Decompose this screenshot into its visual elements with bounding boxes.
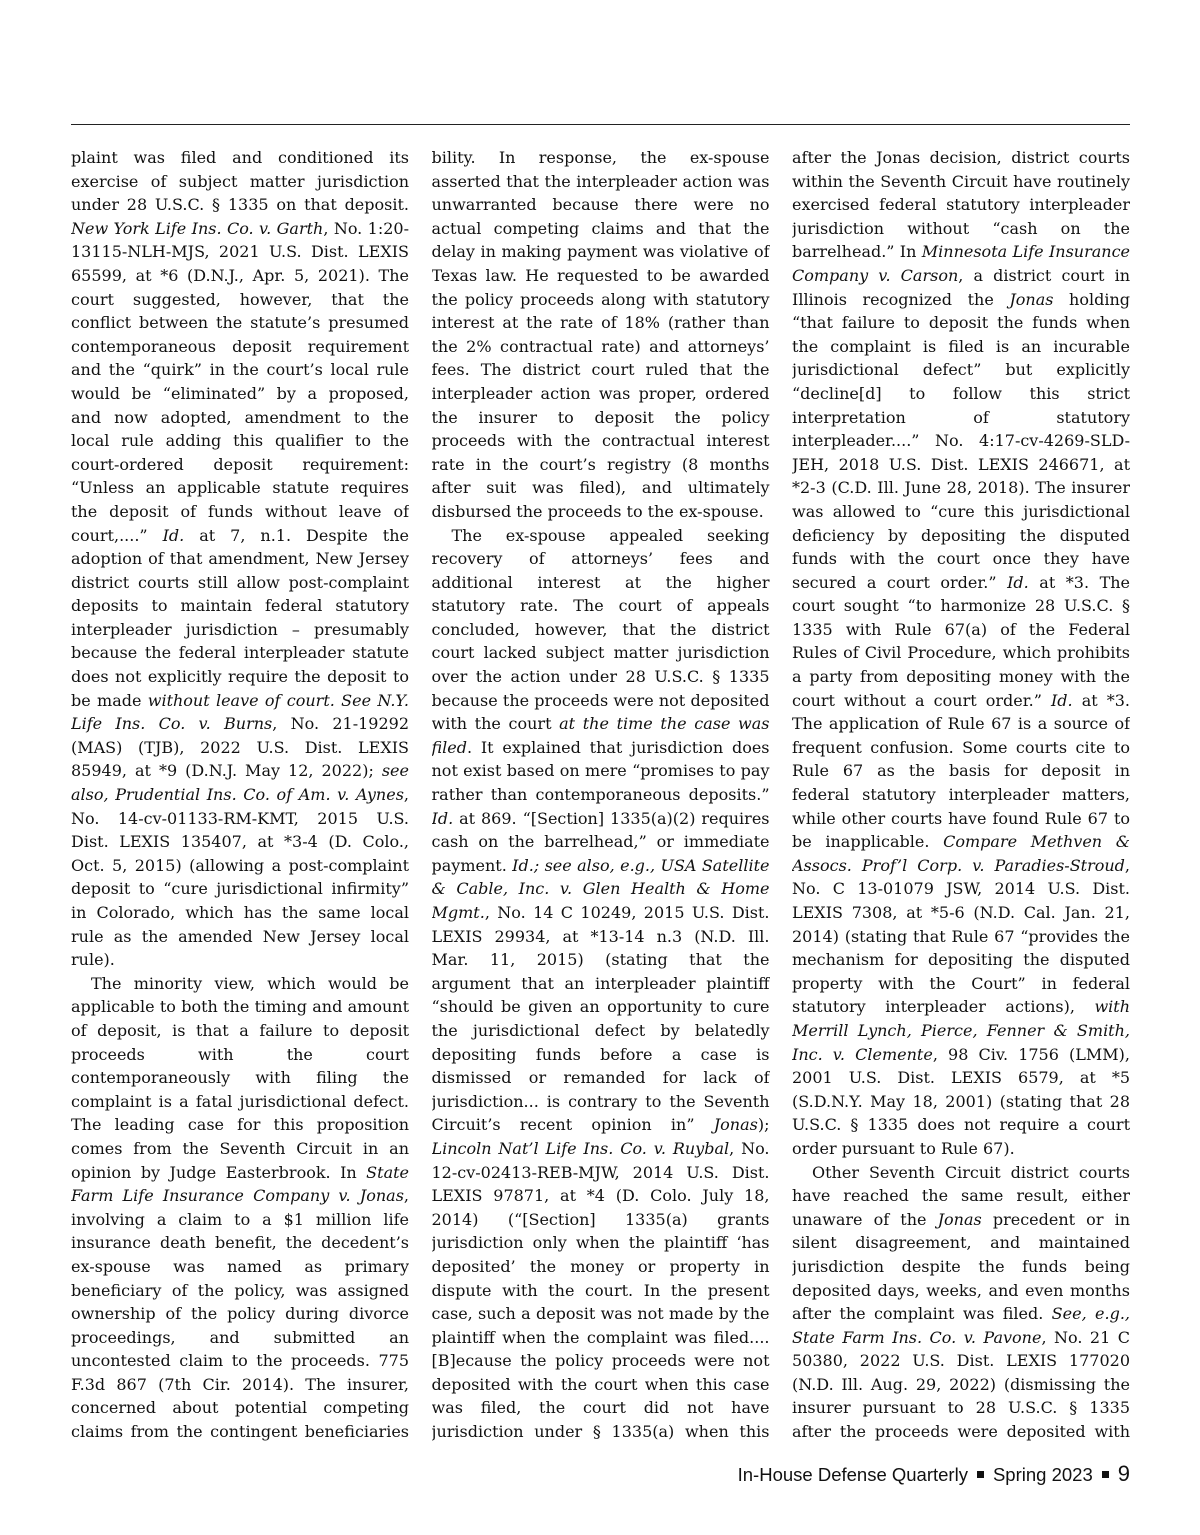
text-run: , No. 14-cv-01133-RM-KMT, 2015 U.S. Dist. LEXIS 135407, at *3-4 (D. Colo., Oct. 5, 2015) (allowing a post-complaint deposit to “cure jurisdictional infirmity” in Colorado, which has the same local rule as the amended New Jersey local rule). [71,785,409,970]
footer-separator-icon [977,1471,984,1478]
italic-run: Id. [162,525,185,545]
text-run: ); [757,1115,770,1135]
text-run: , No. 14 C 10249, 2015 U.S. Dist. LEXIS 29934, at *13-14 n.3 (N.D. Ill. Mar. 11, 2015) (stating that the argument that an interpleader plaintiff “should be given an opportunity to cure the jurisdictional defect by belatedly depositing funds before a case is dismissed or remanded for lack of jurisdiction... is contrary to the Seventh Circuit’s recent opinion in” [431,903,770,1135]
paragraph [71,146,409,972]
italic-run: with Merrill Lynch, Pierce, Fenner & Smith, Inc. v. Clemente [792,997,1130,1064]
column-middle [432,146,770,1446]
italic-run: State Farm Life Insurance Company v. Jonas [71,1162,409,1206]
italic-run: Jonas [1009,289,1054,309]
italic-run: Minnesota Life Insurance Company v. Carson [792,242,1130,285]
text-run: , involving a claim to a $1 million life insurance death benefit, the decedent’s ex-spouse was named as primary beneficiary of the policy, was assigned ownership of the policy during divorce proceedings, and submitted an uncontested claim to the proceeds. 775 F.3d 867 (7th Cir. 2014). The insurer, concerned about potential competing claims from the contingent beneficiaries [71,1186,409,1442]
column-right [792,146,1130,1446]
paragraph [71,972,409,1446]
footer-publication: In-House Defense Quarterly [737,1464,968,1485]
text-run: after the Jonas decision, district courts within the Seventh Circuit have routinely exercised federal statutory interpleader jurisdiction without “cash on the barrelhead.” In [792,148,1130,262]
text-run: plaint was filed and conditioned its exercise of subject matter jurisdiction under 28 U.S.C. § 1335 on that deposit. [71,148,409,215]
italic-run: Lincoln Nat’l Life Ins. Co. v. Ruybal [431,1138,730,1158]
text-run: . It explained that jurisdiction does not exist based on mere “promises to pay rather than contemporaneous deposits.” [431,737,770,805]
text-run: at 869. “[Section] 1335(a)(2) requires cash on the barrelhead,” or immediate payment. [431,808,770,875]
italic-run: See, e.g., State Farm Ins. Co. v. Pavone [792,1304,1130,1347]
page-footer [738,1461,1130,1487]
page-number: 9 [1117,1461,1130,1486]
text-run: , 98 Civ. 1756 (LMM), 2001 U.S. Dist. LEXIS 6579, at *5 (S.D.N.Y. May 18, 2001) (stating that 28 U.S.C. § 1335 does not require a court order pursuant to Rule 67). [792,1044,1130,1158]
text-run: at 7, n.1. Despite the adoption of that amendment, New Jersey district courts still allow post-complaint deposits to maintain federal statutory interpleader jurisdiction – presumably because the federal interpleader statute does not explicitly require the deposit to be made [71,525,409,710]
text-run: , No. 21-19292 (MAS) (TJB), 2022 U.S. Dist. LEXIS 85949, at *9 (D.N.J. May 12, 2022); [71,714,409,781]
italic-run: Compare Methven & Assocs. Prof’l Corp. v. Paradies-Stroud [792,832,1130,875]
paragraph [432,524,770,1447]
italic-run: at the time the case was filed [431,714,770,757]
italic-run: Id. [1007,572,1029,592]
paragraph [432,146,770,524]
italic-run: see also, Prudential Ins. Co. of Am. v. Aynes [71,761,409,805]
text-run: , No. C 13-01079 JSW, 2014 U.S. Dist. LEXIS 7308, at *5-6 (N.D. Cal. Jan. 21, 2014) (stating that Rule 67 “provides the mechanism for depositing the disputed property with the Court” in federal statutory interpleader actions), [792,855,1130,1017]
text-run: The ex-spouse appealed seeking recovery of attorneys’ fees and additional interest at the higher statutory rate. The court of appeals concluded, however, that the district court lacked subject matter jurisdiction over the action under 28 U.S.C. § 1335 because the proceeds were not deposited with the court [431,525,770,734]
paragraph [792,146,1130,1161]
text-run: , No. 1:20-13115-NLH-MJS, 2021 U.S. Dist. LEXIS 65599, at *6 (D.N.J., Apr. 5, 2021). The court suggested, however, that the conflict between the statute’s presumed contemporaneous deposit requirement and the “quirk” in the court’s local rule would be “eliminated” by a proposed, and now adopted, amendment to the local rule adding this qualifier to the court-ordered deposit requirement: “Unless an applicable statute requires the deposit of funds without leave of court,....” [71,218,409,545]
italic-run: Jonas [937,1209,982,1229]
column-left [71,146,409,1446]
footer-issue: Spring 2023 [992,1464,1093,1485]
text-run: at *3. The application of Rule 67 is a source of frequent confusion. Some courts cite to Rule 67 as the basis for deposit in federal statutory interpleader matters, while other courts have found Rule 67 to be inapplicable. [792,690,1130,852]
text-run: holding “that failure to deposit the funds when the complaint is filed is an incurable jurisdictional defect” but explicitly “decline[d] to follow this strict interpretation of statutory interpleader....” No. 4:17-cv-4269-SLD-JEH, 2018 U.S. Dist. LEXIS 246671, at *2-3 (C.D. Ill. June 28, 2018). The insurer was allowed to “cure this jurisdictional deficiency by depositing the disputed funds with the court once they have secured a court order.” [792,289,1130,592]
italic-run: Id. [1050,690,1073,710]
text-run: at *3. The court sought “to harmonize 28 U.S.C. § 1335 with Rule 67(a) of the Federal Rules of Civil Procedure, which prohibits a party from depositing money with the court without a court order.” [792,572,1130,710]
footer-separator-icon [1102,1471,1109,1478]
italic-run: Jonas [713,1115,758,1135]
text-run: precedent or in silent disagreement, and maintained jurisdiction despite the funds being deposited days, weeks, and even months after the complaint was filed. [792,1209,1130,1324]
top-rule [71,124,1130,125]
text-run: , No. 12-cv-02413-REB-MJW, 2014 U.S. Dist. LEXIS 97871, at *4 (D. Colo. July 18, 2014) (“[Section] 1335(a) grants jurisdiction only when the plaintiff ‘has deposited’ the money or property in dispute with the court. In the present case, such a deposit was not made by the plaintiff when the complaint was filed.... [B]ecause the policy proceeds were not deposited with the court when this case was filed, the court did not have jurisdiction under § 1335(a) when this [431,1138,770,1442]
text-run: , No. 21 C 50380, 2022 U.S. Dist. LEXIS 177020 (N.D. Ill. Aug. 29, 2022) (dismissing the insurer pursuant to 28 U.S.C. § 1335 after the proceeds were deposited with [792,1327,1130,1442]
text-run: Other Seventh Circuit district courts have reached the same result, either unaware of the [792,1162,1130,1229]
article-body [71,146,1130,1446]
paragraph [792,1161,1130,1446]
italic-run: without leave of court. See N.Y. Life Ins. Co. v. Burns [71,690,409,734]
text-run: The minority view, which would be applicable to both the timing and amount of deposit, is that a failure to deposit proceeds with the court contemporaneously with filing the complaint is a fatal jurisdictional defect. The leading case for this proposition comes from the Seventh Circuit in an opinion by Judge Easterbrook. In [71,973,409,1182]
italic-run: Id.; see also, e.g., USA Satellite & Cable, Inc. v. Glen Health & Home Mgmt. [431,855,770,922]
italic-run: Id. [431,808,454,828]
text-run: bility. In response, the ex-spouse asserted that the interpleader action was unwarranted because there were no actual competing claims and that the delay in making payment was violative of Texas law. He requested to be awarded the policy proceeds along with statutory interest at the rate of 18% (rather than the 2% contractual rate) and attorneys’ fees. The district court ruled that the interpleader action was proper, ordered the insurer to deposit the policy proceeds with the contractual interest rate in the court’s registry (8 months after suit was filed), and ultimately disbursed the proceeds to the ex-spouse. [431,148,770,521]
italic-run: New York Life Ins. Co. v. Garth [71,218,324,238]
text-run: , a district court in Illinois recognized the [792,265,1130,309]
